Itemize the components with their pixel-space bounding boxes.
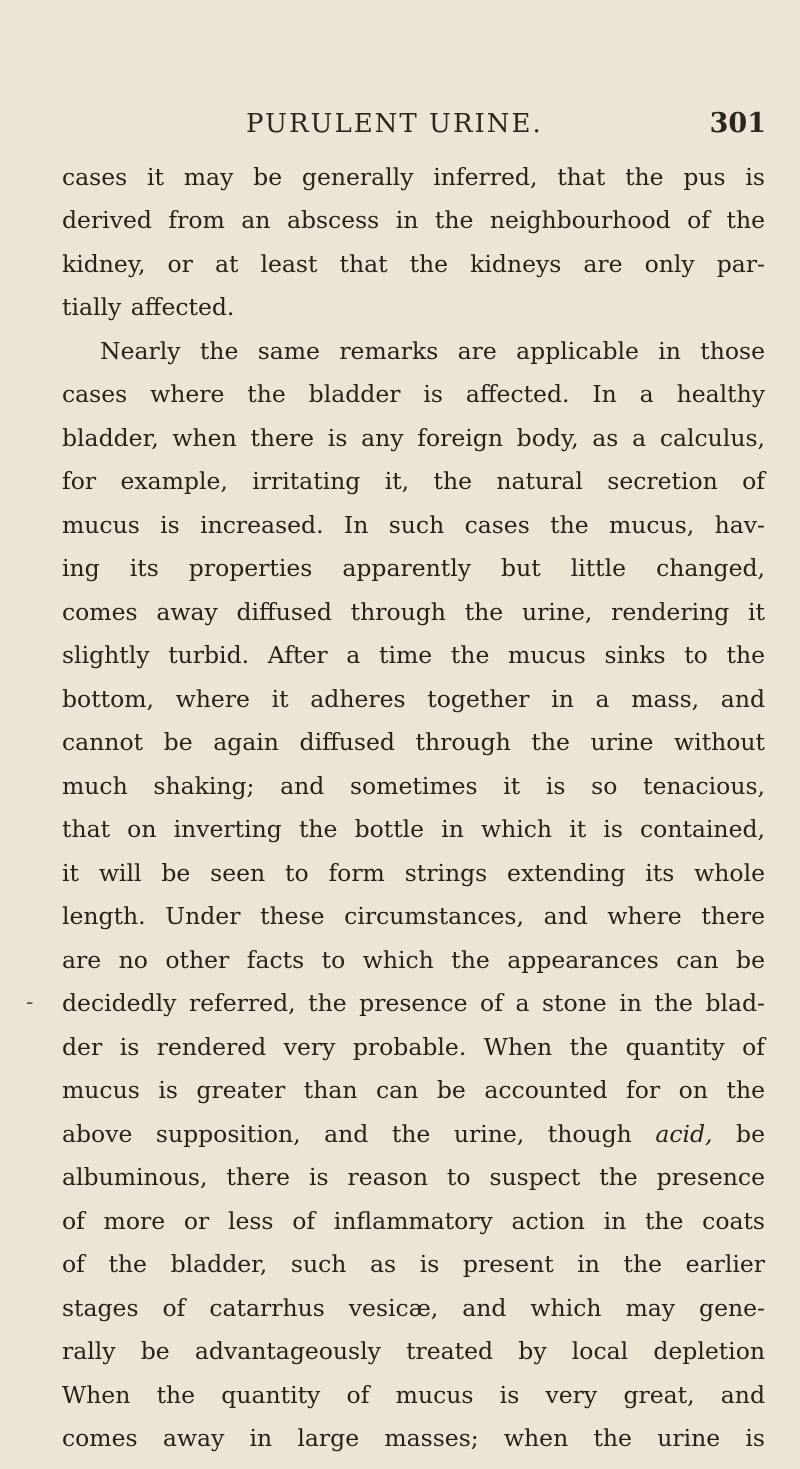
- text-line: der is rendered very probable. When the quantity of: [62, 1033, 765, 1061]
- text-line: stages of catarrhus vesicæ, and which may gene-: [62, 1294, 765, 1322]
- text-line: are no other facts to which the appearances can be: [62, 946, 765, 974]
- text-line: it will be seen to form strings extending its whole: [62, 859, 765, 887]
- italic-word: acid,: [655, 1120, 713, 1148]
- text-line: for example, irritating it, the natural secretion of: [62, 467, 765, 495]
- text-line: ing its properties apparently but little changed,: [62, 554, 765, 582]
- text-line: comes away diffused through the urine, rendering it: [62, 598, 765, 626]
- text-line: Nearly the same remarks are applicable in those: [100, 337, 765, 365]
- running-title: PURULENT URINE.: [246, 109, 543, 139]
- text-line: albuminous, there is reason to suspect the presence: [62, 1163, 765, 1191]
- text-line: cases where the bladder is affected. In a healthy: [62, 380, 765, 408]
- text-line: comes away in large masses; when the urine is: [62, 1424, 765, 1452]
- text-line: slightly turbid. After a time the mucus sinks to the: [62, 641, 765, 669]
- text-line: cannot be again diffused through the urine without: [62, 728, 765, 756]
- page-number: 301: [709, 108, 766, 139]
- text-line: bladder, when there is any foreign body, as a calculus,: [62, 424, 765, 452]
- text-line: bottom, where it adheres together in a mass, and: [62, 685, 765, 713]
- text-line: of more or less of inflammatory action in the coats: [62, 1207, 765, 1235]
- text-line: When the quantity of mucus is very great, and: [62, 1381, 765, 1409]
- text-line: cases it may be generally inferred, that the pus is: [62, 163, 765, 191]
- text-line: [62, 1111, 765, 1157]
- text-line: tially affected.: [62, 293, 235, 321]
- text-line: much shaking; and sometimes it is so tenacious,: [62, 772, 765, 800]
- text-line: rally be advantageously treated by local depletion: [62, 1337, 765, 1365]
- text-line: kidney, or at least that the kidneys are only par-: [62, 250, 765, 278]
- text-line: of the bladder, such as is present in the earlier: [62, 1250, 765, 1278]
- text-run: be: [712, 1120, 765, 1148]
- text-line: mucus is increased. In such cases the mucus, hav-: [62, 511, 765, 539]
- text-line: decidedly referred, the presence of a stone in the blad-: [62, 989, 765, 1017]
- margin-mark: -: [26, 990, 34, 1015]
- text-line: mucus is greater than can be accounted for on the: [62, 1076, 765, 1104]
- running-header: [246, 106, 766, 142]
- text-line: that on inverting the bottle in which it is contained,: [62, 815, 765, 843]
- text-run: above supposition, and the urine, though: [62, 1120, 656, 1148]
- text-line: derived from an abscess in the neighbourhood of the: [62, 206, 765, 234]
- text-line: length. Under these circumstances, and where there: [62, 902, 765, 930]
